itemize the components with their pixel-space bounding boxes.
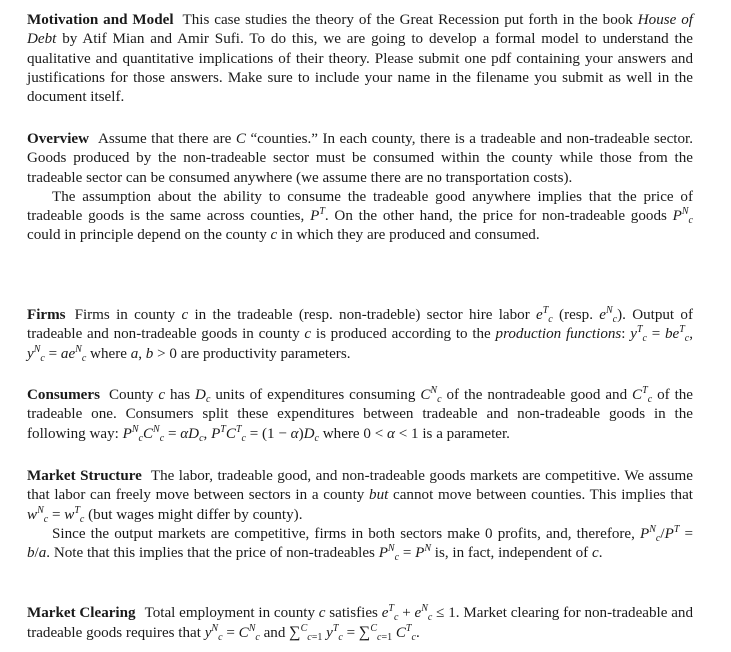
math-expression: $P^N_c = P^N$ <box>378 543 432 564</box>
math-expression: $C^T_c$ <box>632 385 653 405</box>
section-heading: Motivation and Model <box>27 12 174 28</box>
math-expression: $y^N_c = C^N_c$ <box>204 623 260 644</box>
math-expression: ∑$^C_{c=1}$ $y^T_c = \sum^C_{c=1}$ $C^T_c$ <box>289 623 416 644</box>
paragraph: Consumers County c has $D_c$ units of expenditures consuming $C^N_c$ of the nontradeable good and $C^T_c$ of the tradeable one. Consumers split these expenditures between tradeable and non-tradeable goods in the following way: $P^N_cC^N_c = \alpha D_c$, $P^TC^T_c = (1 - \alpha)D_c$ where 0 < α < 1 is a parameter. <box>27 385 694 444</box>
section-firms <box>27 306 693 364</box>
paragraph: Overview Assume that there are C “counties.” In each county, there is a tradeable and non-tradeable sector. Goods produced by the non-tradeable sector must be consumed within the county while those from the tradeable sector can be consumed anywhere (we assume there are no transportation costs). <box>27 131 693 186</box>
section-heading: Overview <box>27 131 90 147</box>
section-market-clearing <box>27 604 693 644</box>
section-heading: Market Structure <box>27 468 142 484</box>
math-expression: $y^T_c = be^T_c$, $y^N_c = ae^N_c$ <box>27 324 694 364</box>
math-expression: $C^N_c$ <box>420 385 442 405</box>
paragraph: The assumption about the ability to consume the tradeable good anywhere implies that the price of tradeable goods is the same across counties, $P^T$. On the other hand, the price for non-tradeable goods $P^N_c$ could in principle depend on the county c in which they are produced and consumed. <box>27 188 693 244</box>
section-heading: Consumers <box>27 387 100 403</box>
paragraph: Market Clearing Total employment in county c satisfies $e^T_c + e^N_c \le 1$. Market clearing for non-tradeable and tradeable goods requires that $y^N_c = C^N_c$ and ∑$^C_{c=1}$ $y^T_c = \sum^C_{c=1}$ $C^T_c$. <box>27 603 694 644</box>
paragraph: Motivation and Model This case studies the theory of the Great Recession put forth in the book House of Debt by Atif Mian and Amir Sufi. To do this, we are going to develop a formal model to understand the qualitative and quantitative implications of their theory. Please submit one pdf containing your answers and justifications for those answers. Make sure to include your name in the filename you submit as well in the document itself. <box>27 12 693 106</box>
math-expression: $w^N_c = w^T_c$ <box>27 504 85 525</box>
math-expression: $P^N_cC^N_c = \alpha D_c$, $P^TC^T_c = (1 - \alpha)D_c$ <box>122 423 319 444</box>
section-overview <box>27 130 693 246</box>
math-expression: a, b > 0 <box>130 345 177 362</box>
paragraph: Firms Firms in county c in the tradeable (resp. non-tradeble) sector hire labor $e^T_c$ (resp. $e^N_c$). Output of tradeable and non-tradeable goods in county c is produced according to the production functions: $y^T_c = be^T_c$, $y^N_c = ae^N_c$ where a, b > 0 are productivity parameters. <box>27 305 694 364</box>
production-functions-term: production functions <box>495 326 622 343</box>
math-expression: $P^T$ <box>310 206 325 225</box>
section-motivation <box>27 11 693 107</box>
math-expression: $D_c$ <box>195 387 211 405</box>
section-market-structure <box>27 467 693 563</box>
section-heading: Market Clearing <box>27 605 136 621</box>
paragraph: Market Structure The labor, tradeable good, and non-tradeable goods markets are competitive. We assume that labor can freely move between sectors in a county but cannot move between counties. This implies that $w^N_c = w^T_c$ (but wages might differ by county). <box>27 468 693 525</box>
math-expression: 0 < α < 1 <box>363 425 419 442</box>
math-expression: $e^T_c + e^N_c \le 1$ <box>381 603 456 623</box>
math-expression: $e^T_c$ <box>536 305 553 325</box>
section-consumers <box>27 386 693 444</box>
paragraph: Since the output markets are competitive, firms in both sectors make 0 profits, and, therefore, $P^N_c/P^T = b/a$. Note that this implies that the price of non-tradeables $P^N_c = P^N$ is, in fact, independent of c. <box>27 523 693 564</box>
math-expression: $P^N_c/P^T = b/a$ <box>27 523 693 562</box>
section-heading: Firms <box>27 307 66 323</box>
math-expression: $P^N_c$ <box>672 206 693 227</box>
book-title: House of Debt <box>27 12 693 48</box>
math-expression: $e^N_c$ <box>599 305 618 325</box>
